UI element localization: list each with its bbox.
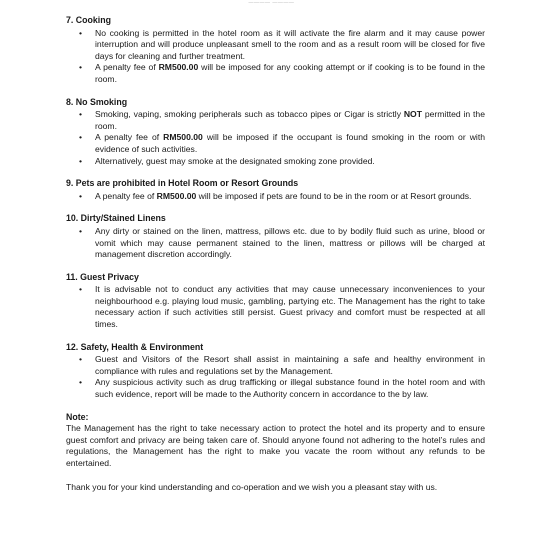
rule-section: [66, 213, 485, 260]
rule-section: [66, 15, 485, 86]
rule-section: [66, 272, 485, 331]
bullet-list: [66, 28, 485, 86]
section-heading: 11. Guest Privacy: [66, 271, 139, 282]
section-heading: 10. Dirty/Stained Linens: [66, 213, 166, 224]
section-spacer: [66, 261, 485, 272]
section-spacer: [66, 401, 485, 412]
bold-text: RM500.00: [158, 62, 199, 73]
bullet-item: [95, 226, 485, 261]
bullet-text: No cooking is permitted in the hotel room as it will activate the fire alarm and it may cause power interruption and will produce unpleasant smell to the room and as a result room will be closed for five days for cleaning and further treatment.: [95, 27, 485, 61]
bullet-item: [95, 377, 485, 400]
closing-text: Thank you for your kind understanding and co-operation and we wish you a pleasant stay with us.: [66, 481, 438, 492]
bullet-item: [95, 62, 485, 85]
section-heading: 9. Pets are prohibited in Hotel Room or Resort Grounds: [66, 178, 299, 189]
bullet-list: [66, 109, 485, 167]
bold-text: RM500.00: [163, 132, 203, 143]
bullet-text: Smoking, vaping, smoking peripherals such as tobacco pipes or Cigar is strictly: [95, 109, 404, 120]
bullet-item: [95, 109, 485, 132]
bullet-list: [66, 226, 485, 261]
bullet-list: [66, 191, 485, 203]
bullet-text: It is advisable not to conduct any activities that may cause unnecessary inconveniences to your neighbourhood e.g. playing loud music, gambling, partying etc. The Management has the right to take necessary action if such activities still persist. Guest privacy and comfort must be respected at all times.: [95, 284, 485, 330]
note-block: [66, 412, 485, 470]
section-spacer: [66, 202, 485, 213]
bullet-item: [95, 284, 485, 330]
section-heading: 8. No Smoking: [66, 96, 128, 107]
rule-section: [66, 97, 485, 168]
bullet-text: will be imposed if the occupant is found smoking in the room or with evidence of such activities.: [95, 132, 485, 154]
bold-text: RM500.00: [156, 190, 197, 201]
section-heading: 7. Cooking: [66, 15, 111, 25]
section-spacer: [66, 167, 485, 178]
bullet-text: permitted in the room.: [95, 109, 485, 131]
bullet-item: [95, 156, 485, 168]
rules-sections: [66, 15, 485, 412]
bullet-item: [95, 28, 485, 63]
rule-section: [66, 178, 485, 202]
bullet-text: A penalty fee of: [95, 190, 157, 201]
note-title: Note:: [66, 411, 89, 422]
bullet-text: Any dirty or stained on the linen, mattress, pillows etc. due to by bodily fluid such as urine, blood or vomit which may cause permanent stained to the linen, mattress or pillows will be charged at management discretion accordingly.: [95, 225, 485, 260]
bullet-text: Guest and Visitors of the Resort shall assist in maintaining a safe and healthy environment in compliance with rules and regulations set by the Management.: [95, 354, 485, 376]
bullet-text: A penalty fee of: [95, 62, 159, 73]
bullet-text: A penalty fee of: [95, 132, 164, 143]
bullet-text: will be imposed if pets are found to be in the room or at Resort grounds.: [196, 190, 472, 201]
bullet-text: will be imposed for any cooking attempt or if cooking is to be found in the room.: [95, 62, 485, 84]
rule-section: [66, 342, 485, 401]
section-spacer: [66, 331, 485, 342]
bullet-text: Alternatively, guest may smoke at the designated smoking zone provided.: [95, 155, 375, 166]
bullet-list: [66, 354, 485, 400]
header-mark: ———— ————: [248, 0, 295, 6]
bold-text: NOT: [403, 109, 422, 120]
note-text: The Management has the right to take necessary action to protect the hotel and its property and to ensure guest comfort and privacy are being taken care of. Should anyone found not adhering to the hotel’s rules and regulations, the Management has the right to make you vacate the room without any refunds to be entertained.: [66, 423, 485, 468]
bullet-item: [95, 191, 485, 203]
bullet-text: Any suspicious activity such as drug trafficking or illegal substance found in the hotel room and with such evidence, report will be made to the Authority concern in accordance to the by law.: [95, 377, 485, 400]
section-spacer: [66, 86, 485, 97]
bullet-list: [66, 284, 485, 330]
section-heading: 12. Safety, Health & Environment: [66, 341, 204, 352]
bullet-item: [95, 354, 485, 377]
bullet-item: [95, 132, 485, 155]
